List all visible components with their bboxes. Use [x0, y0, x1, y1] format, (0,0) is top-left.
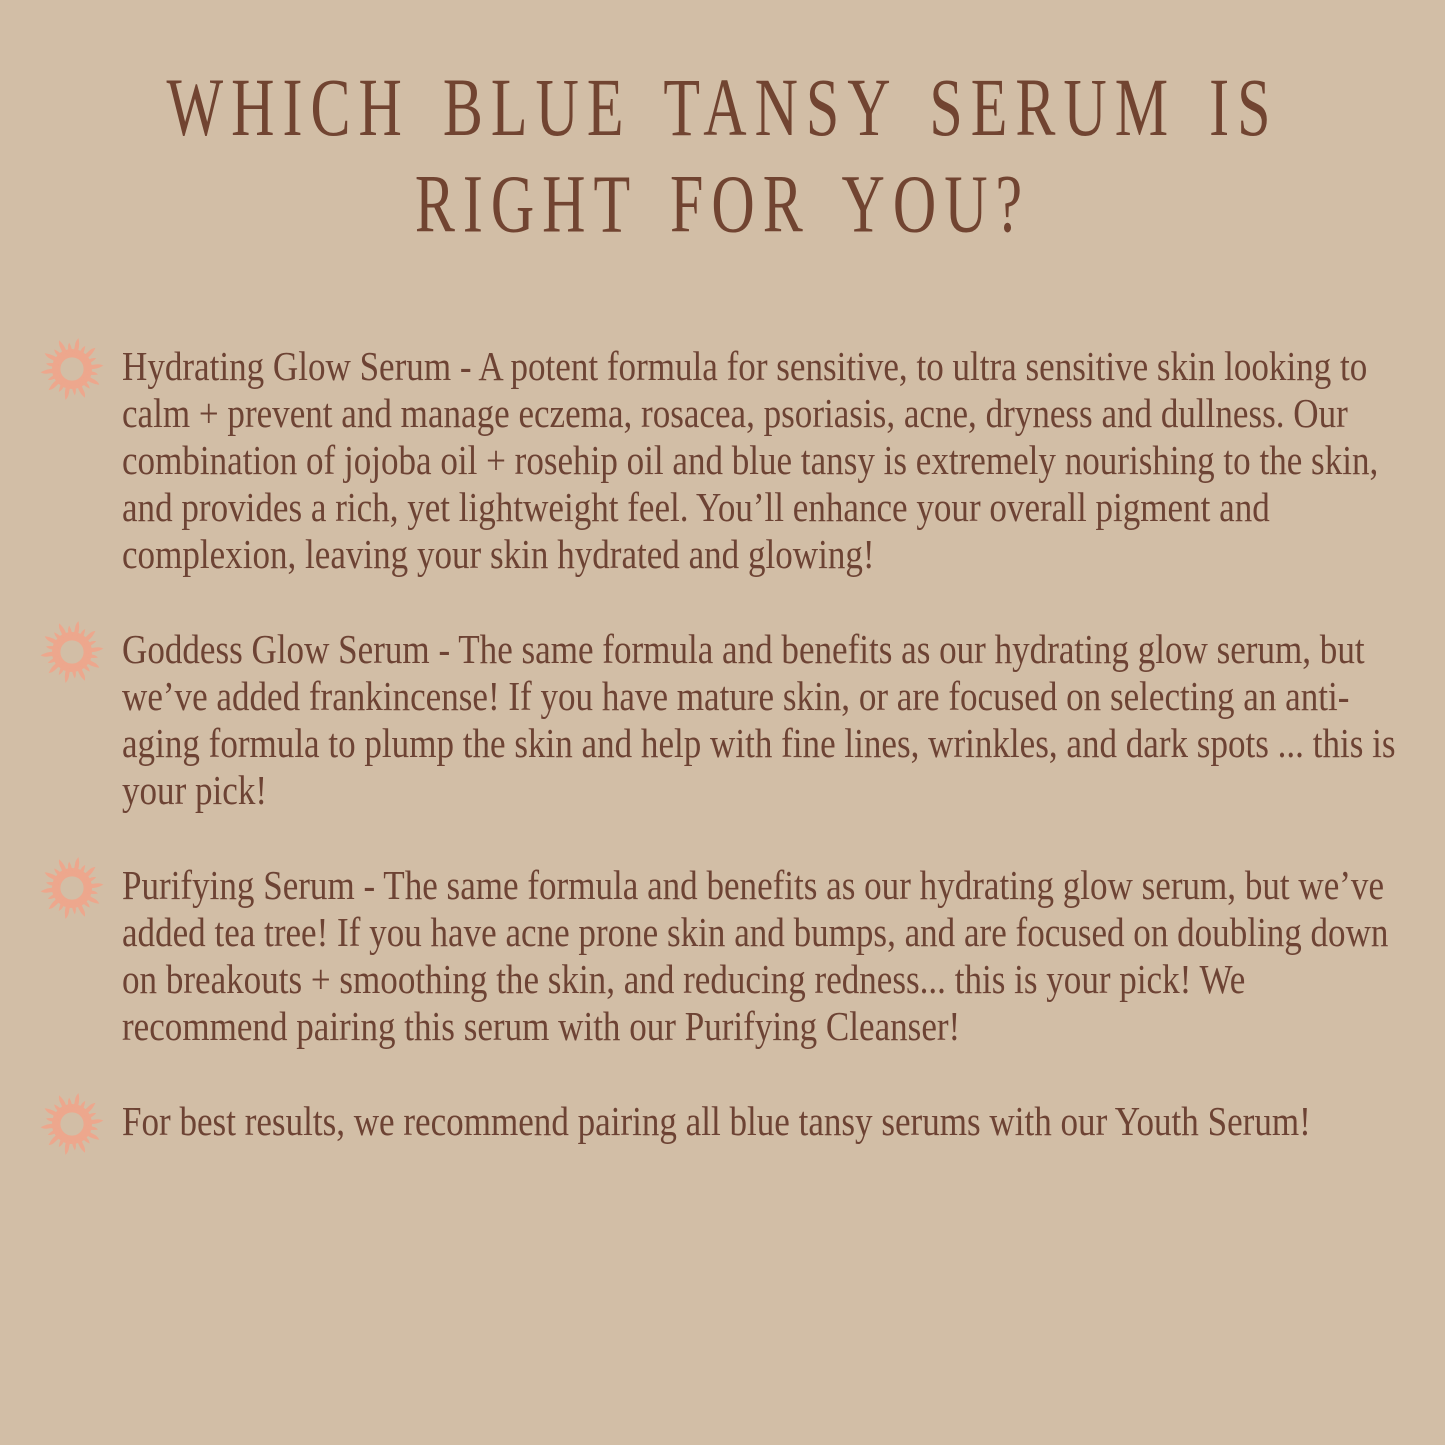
item-text: Goddess Glow Serum - The same formula and benefits as our hydrating glow serum, but we’ve added frankincense! If you have mature skin, or are focused on selecting an anti-aging formula to plump the skin and help with fine lines, wrinkles, and dark spots ... this is your pick! [122, 626, 1396, 813]
title-line-1: WHICH BLUE TANSY SERUM IS [166, 61, 1279, 153]
serum-list [122, 343, 1405, 1145]
item-text: For best results, we recommend pairing all blue tansy serums with our Youth Serum! [122, 1098, 1311, 1144]
page-title [0, 59, 1445, 252]
list-item-best-results-tip [122, 1098, 1405, 1145]
item-text: Hydrating Glow Serum - A potent formula for sensitive, to ultra sensitive skin looking to calm + prevent and manage eczema, rosacea, psoriasis, acne, dryness and dullness. Our combination of jojoba oil + rosehip oil and blue tansy is extremely nourishing to the skin, and provides a rich, yet lightweight feel. You’ll enhance your overall pigment and complexion, leaving your skin hydrated and glowing! [122, 343, 1379, 577]
list-item-hydrating-glow-serum [122, 343, 1405, 578]
list-item-goddess-glow-serum [122, 626, 1405, 814]
sun-icon [36, 616, 108, 688]
item-text: Purifying Serum - The same formula and benefits as our hydrating glow serum, but we’ve added tea tree! If you have acne prone skin and bumps, and are focused on doubling down on breakouts + smoothing the skin, and reducing redness... this is your pick! We recommend pairing this serum with our Purifying Cleanser! [122, 862, 1389, 1049]
sun-icon [36, 1088, 108, 1160]
title-line-2: RIGHT FOR YOU? [414, 158, 1031, 250]
sun-icon [36, 333, 108, 405]
sun-icon [36, 852, 108, 924]
list-item-purifying-serum [122, 862, 1405, 1050]
